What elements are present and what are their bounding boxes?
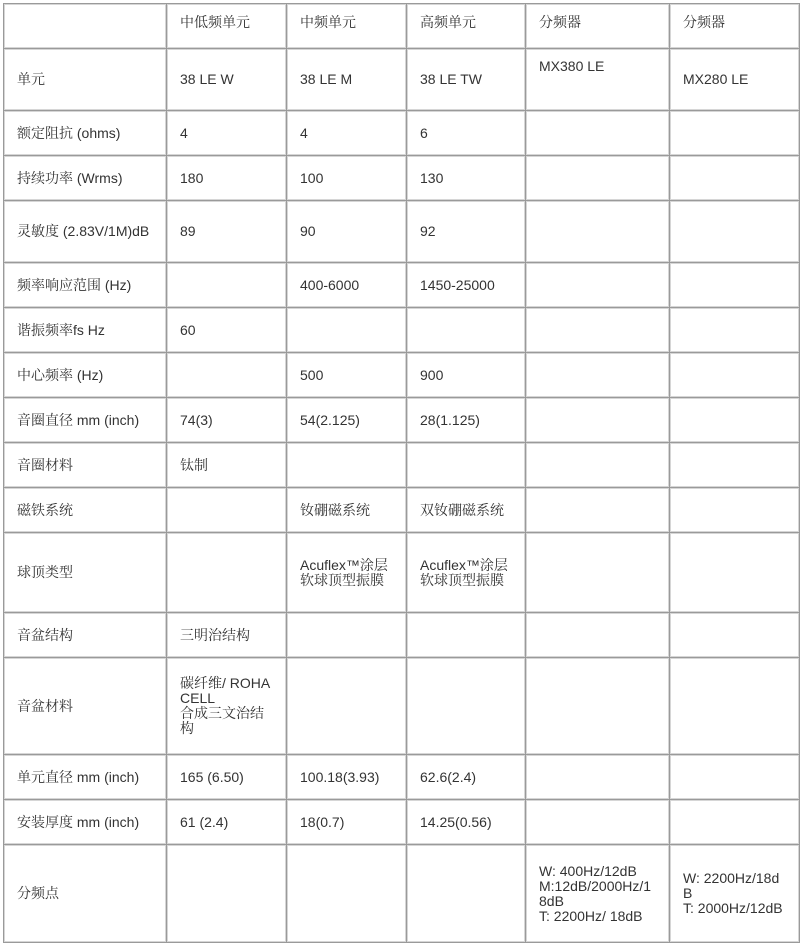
table-cell: 60 — [167, 308, 287, 353]
table-cell — [526, 613, 670, 658]
table-cell: 1450-25000 — [407, 263, 526, 308]
table-row — [4, 308, 800, 353]
table-row — [4, 533, 800, 613]
table-row — [4, 263, 800, 308]
table-row — [4, 800, 800, 845]
row-label: 持续功率 (Wrms) — [4, 156, 167, 201]
table-cell — [167, 488, 287, 533]
table-cell — [670, 201, 800, 263]
table-cell — [526, 755, 670, 800]
row-label: 音圈材料 — [4, 443, 167, 488]
table-cell: 90 — [287, 201, 407, 263]
header-cell-woofer: 中低频单元 — [167, 4, 287, 49]
table-cell — [526, 533, 670, 613]
table-cell: 38 LE M — [287, 49, 407, 111]
table-cell: 14.25(0.56) — [407, 800, 526, 845]
table-row — [4, 443, 800, 488]
table-cell: MX280 LE — [670, 49, 800, 111]
table-cell — [670, 755, 800, 800]
table-cell: 54(2.125) — [287, 398, 407, 443]
header-cell-crossover-2: 分频器 — [670, 4, 800, 49]
table-cell — [167, 263, 287, 308]
table-cell — [526, 201, 670, 263]
table-cell — [287, 443, 407, 488]
row-label: 谐振频率fs Hz — [4, 308, 167, 353]
table-cell — [407, 443, 526, 488]
table-cell: W: 400Hz/12dB M:12dB/2000Hz/18dB T: 2200Hz/ 18dB — [526, 845, 670, 943]
row-label: 中心频率 (Hz) — [4, 353, 167, 398]
table-row — [4, 156, 800, 201]
table-cell: MX380 LE — [526, 49, 670, 111]
table-cell — [526, 488, 670, 533]
header-cell-tweeter: 高频单元 — [407, 4, 526, 49]
table-cell — [670, 533, 800, 613]
header-row — [4, 4, 800, 49]
header-cell-midrange: 中频单元 — [287, 4, 407, 49]
row-label: 安装厚度 mm (inch) — [4, 800, 167, 845]
table-cell: Acuflex™涂层 软球顶型振膜 — [287, 533, 407, 613]
table-cell — [167, 533, 287, 613]
table-cell: 三明治结构 — [167, 613, 287, 658]
table-cell — [670, 613, 800, 658]
table-cell — [670, 156, 800, 201]
table-row — [4, 201, 800, 263]
table-cell — [670, 443, 800, 488]
row-label: 分频点 — [4, 845, 167, 943]
table-cell — [526, 308, 670, 353]
table-cell: 500 — [287, 353, 407, 398]
table-cell: 38 LE TW — [407, 49, 526, 111]
header-cell-label — [4, 4, 167, 49]
table-cell: 92 — [407, 201, 526, 263]
table-cell — [526, 443, 670, 488]
table-row — [4, 353, 800, 398]
table-cell — [670, 111, 800, 156]
table-cell: 61 (2.4) — [167, 800, 287, 845]
table-cell — [526, 263, 670, 308]
table-cell: 钕硼磁系统 — [287, 488, 407, 533]
row-label: 音圈直径 mm (inch) — [4, 398, 167, 443]
table-cell: 6 — [407, 111, 526, 156]
table-cell — [670, 308, 800, 353]
table-cell — [287, 613, 407, 658]
table-cell: 4 — [287, 111, 407, 156]
table-cell: 62.6(2.4) — [407, 755, 526, 800]
table-cell: 180 — [167, 156, 287, 201]
spec-table — [3, 3, 800, 943]
table-cell — [670, 800, 800, 845]
table-cell — [407, 613, 526, 658]
row-label: 音盆材料 — [4, 658, 167, 755]
table-cell — [526, 353, 670, 398]
table-cell — [287, 658, 407, 755]
row-label: 音盆结构 — [4, 613, 167, 658]
table-cell: Acuflex™涂层 软球顶型振膜 — [407, 533, 526, 613]
row-label: 磁铁系统 — [4, 488, 167, 533]
table-cell: 双钕硼磁系统 — [407, 488, 526, 533]
table-cell: W: 2200Hz/18dB T: 2000Hz/12dB — [670, 845, 800, 943]
table-cell — [287, 845, 407, 943]
table-cell — [167, 353, 287, 398]
table-row — [4, 613, 800, 658]
table-cell — [167, 845, 287, 943]
row-label: 单元直径 mm (inch) — [4, 755, 167, 800]
table-cell — [287, 308, 407, 353]
table-cell: 400-6000 — [287, 263, 407, 308]
table-cell: 89 — [167, 201, 287, 263]
table-cell: 4 — [167, 111, 287, 156]
table-cell: 900 — [407, 353, 526, 398]
table-row — [4, 488, 800, 533]
table-cell: 74(3) — [167, 398, 287, 443]
table-row — [4, 658, 800, 755]
table-row — [4, 845, 800, 943]
table-cell: 28(1.125) — [407, 398, 526, 443]
table-cell — [670, 263, 800, 308]
table-cell — [670, 658, 800, 755]
table-cell: 18(0.7) — [287, 800, 407, 845]
table-row — [4, 398, 800, 443]
table-cell: 165 (6.50) — [167, 755, 287, 800]
table-row — [4, 49, 800, 111]
header-cell-crossover-1: 分频器 — [526, 4, 670, 49]
table-cell — [670, 488, 800, 533]
table-cell — [407, 658, 526, 755]
row-label: 单元 — [4, 49, 167, 111]
row-label: 频率响应范围 (Hz) — [4, 263, 167, 308]
row-label: 球顶类型 — [4, 533, 167, 613]
table-cell: 碳纤维/ ROHACELL 合成三文治结构 — [167, 658, 287, 755]
table-cell: 130 — [407, 156, 526, 201]
table-cell — [670, 353, 800, 398]
row-label: 额定阻抗 (ohms) — [4, 111, 167, 156]
table-cell: 钛制 — [167, 443, 287, 488]
table-cell — [407, 308, 526, 353]
table-cell — [526, 800, 670, 845]
table-cell — [526, 111, 670, 156]
table-row — [4, 755, 800, 800]
table-cell — [526, 398, 670, 443]
table-cell — [670, 398, 800, 443]
table-cell — [526, 658, 670, 755]
table-cell — [526, 156, 670, 201]
row-label: 灵敏度 (2.83V/1M)dB — [4, 201, 167, 263]
table-cell: 100.18(3.93) — [287, 755, 407, 800]
table-cell: 38 LE W — [167, 49, 287, 111]
table-cell: 100 — [287, 156, 407, 201]
table-cell — [407, 845, 526, 943]
table-row — [4, 111, 800, 156]
